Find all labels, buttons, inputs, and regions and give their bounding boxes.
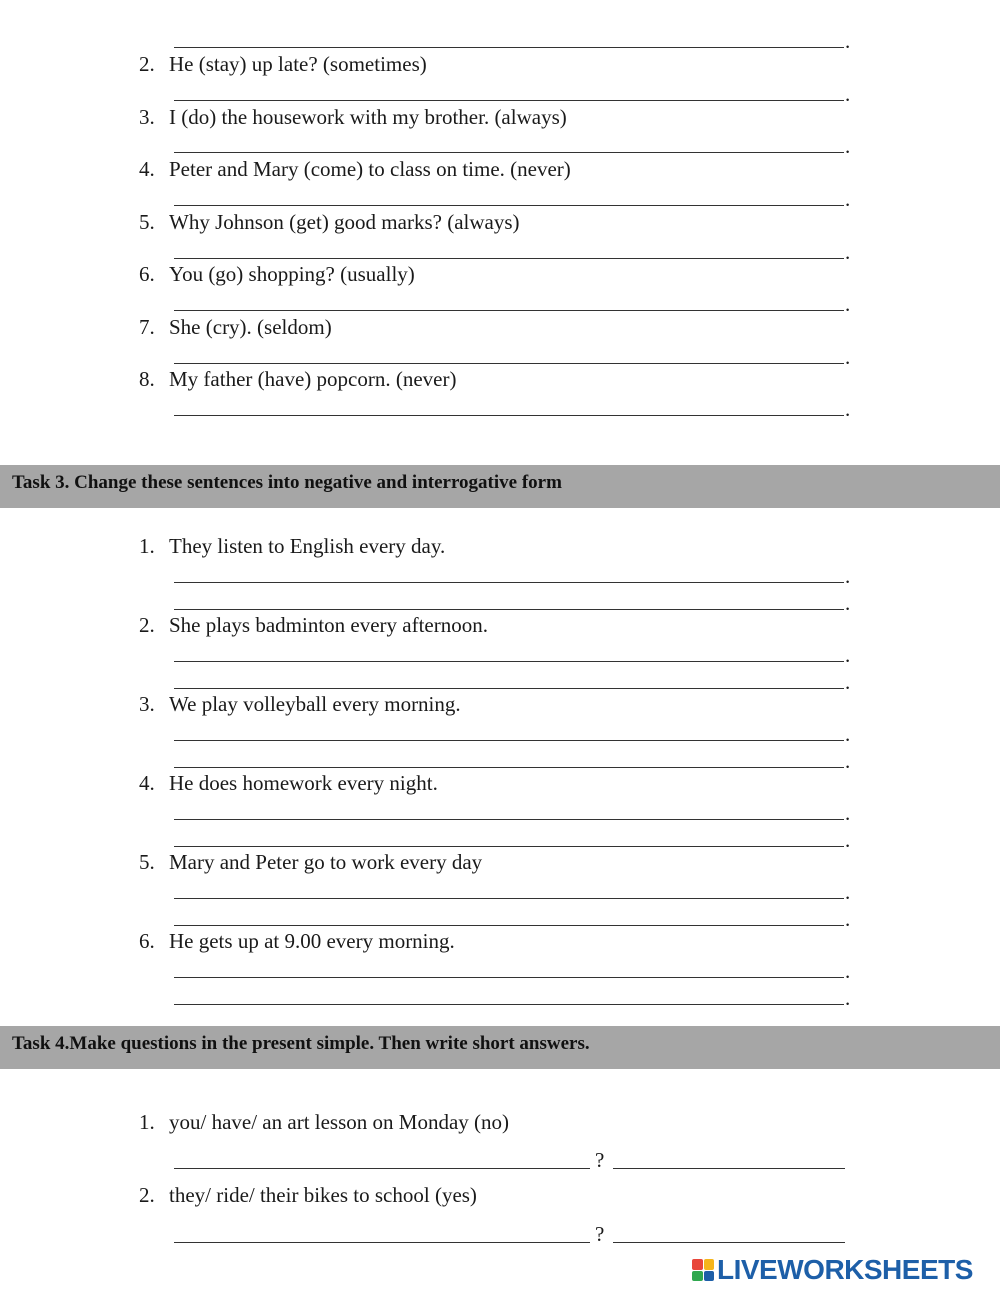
- task3-item: [139, 929, 455, 953]
- line-end-dot: .: [845, 722, 851, 746]
- task2-item: [139, 210, 520, 234]
- negative-answer-line[interactable]: [174, 977, 844, 978]
- item-number: 7.: [139, 315, 155, 339]
- item-text: He gets up at 9.00 every morning.: [169, 929, 455, 953]
- answer-line[interactable]: [174, 47, 844, 48]
- answer-line[interactable]: [174, 363, 844, 364]
- logo-square-red: [692, 1259, 703, 1270]
- item-number: 5.: [139, 210, 155, 234]
- item-text: Why Johnson (get) good marks? (always): [169, 210, 520, 234]
- question-answer-line[interactable]: [174, 1242, 590, 1243]
- interrogative-answer-line[interactable]: [174, 846, 844, 847]
- task2-item: [139, 52, 427, 76]
- line-end-dot: .: [845, 564, 851, 588]
- logo-square-blue: [704, 1271, 715, 1282]
- negative-answer-line[interactable]: [174, 661, 844, 662]
- item-number: 6.: [139, 929, 155, 953]
- task3-item: [139, 771, 438, 795]
- negative-answer-line[interactable]: [174, 740, 844, 741]
- line-end-dot: .: [845, 187, 851, 211]
- negative-answer-line[interactable]: [174, 582, 844, 583]
- task3-item: [139, 692, 461, 716]
- answer-line[interactable]: [174, 258, 844, 259]
- liveworksheets-logo: [692, 1255, 973, 1285]
- task3-title: Task 3. Change these sentences into negative and interrogative form: [12, 472, 562, 493]
- negative-answer-line[interactable]: [174, 898, 844, 899]
- item-text: Peter and Mary (come) to class on time. (never): [169, 157, 571, 181]
- task4-title: Task 4.Make questions in the present simple. Then write short answers.: [12, 1033, 590, 1054]
- item-number: 3.: [139, 105, 155, 129]
- item-number: 2.: [139, 613, 155, 637]
- task3-item: [139, 850, 482, 874]
- line-end-dot: .: [845, 29, 851, 53]
- line-end-dot: .: [845, 134, 851, 158]
- item-number: 4.: [139, 157, 155, 181]
- task2-item: [139, 157, 571, 181]
- item-number: 1.: [139, 534, 155, 558]
- item-text: He (stay) up late? (sometimes): [169, 52, 427, 76]
- interrogative-answer-line[interactable]: [174, 609, 844, 610]
- line-end-dot: .: [845, 907, 851, 931]
- line-end-dot: .: [845, 643, 851, 667]
- item-text: You (go) shopping? (usually): [169, 262, 415, 286]
- item-number: 4.: [139, 771, 155, 795]
- logo-text: LIVEWORKSHEETS: [717, 1254, 973, 1285]
- task4-item: [139, 1183, 477, 1207]
- interrogative-answer-line[interactable]: [174, 688, 844, 689]
- item-text: they/ ride/ their bikes to school (yes): [169, 1183, 477, 1207]
- short-answer-line[interactable]: [613, 1242, 845, 1243]
- task3-item: [139, 534, 445, 558]
- task4-item: [139, 1110, 509, 1134]
- item-text: I (do) the housework with my brother. (always): [169, 105, 567, 129]
- item-text: We play volleyball every morning.: [169, 692, 461, 716]
- line-end-dot: .: [845, 240, 851, 264]
- task3-header: [0, 465, 1000, 508]
- interrogative-answer-line[interactable]: [174, 1004, 844, 1005]
- answer-line[interactable]: [174, 310, 844, 311]
- line-end-dot: .: [845, 397, 851, 421]
- line-end-dot: .: [845, 828, 851, 852]
- line-end-dot: .: [845, 82, 851, 106]
- item-text: They listen to English every day.: [169, 534, 446, 558]
- logo-square-yellow: [704, 1259, 715, 1270]
- item-number: 2.: [139, 1183, 155, 1207]
- logo-icon: [692, 1259, 714, 1281]
- short-answer-line[interactable]: [613, 1168, 845, 1169]
- item-number: 2.: [139, 52, 155, 76]
- question-mark: ?: [595, 1222, 605, 1246]
- item-text: My father (have) popcorn. (never): [169, 367, 457, 391]
- interrogative-answer-line[interactable]: [174, 767, 844, 768]
- item-text: She (cry). (seldom): [169, 315, 332, 339]
- logo-square-green: [692, 1271, 703, 1282]
- task3-item: [139, 613, 488, 637]
- answer-line[interactable]: [174, 205, 844, 206]
- task2-item: [139, 262, 415, 286]
- task4-header: [0, 1026, 1000, 1069]
- task2-item: [139, 105, 567, 129]
- task2-item: [139, 315, 332, 339]
- answer-line[interactable]: [174, 100, 844, 101]
- question-mark: ?: [595, 1148, 605, 1172]
- item-text: She plays badminton every afternoon.: [169, 613, 488, 637]
- answer-line[interactable]: [174, 152, 844, 153]
- line-end-dot: .: [845, 345, 851, 369]
- item-number: 6.: [139, 262, 155, 286]
- line-end-dot: .: [845, 591, 851, 615]
- negative-answer-line[interactable]: [174, 819, 844, 820]
- answer-line[interactable]: [174, 415, 844, 416]
- line-end-dot: .: [845, 986, 851, 1010]
- item-number: 8.: [139, 367, 155, 391]
- line-end-dot: .: [845, 749, 851, 773]
- line-end-dot: .: [845, 670, 851, 694]
- item-text: you/ have/ an art lesson on Monday (no): [169, 1110, 510, 1134]
- item-text: He does homework every night.: [169, 771, 438, 795]
- line-end-dot: .: [845, 959, 851, 983]
- item-number: 3.: [139, 692, 155, 716]
- line-end-dot: .: [845, 801, 851, 825]
- item-number: 1.: [139, 1110, 155, 1134]
- line-end-dot: .: [845, 292, 851, 316]
- item-text: Mary and Peter go to work every day: [169, 850, 483, 874]
- task2-item: [139, 367, 456, 391]
- interrogative-answer-line[interactable]: [174, 925, 844, 926]
- question-answer-line[interactable]: [174, 1168, 590, 1169]
- item-number: 5.: [139, 850, 155, 874]
- line-end-dot: .: [845, 880, 851, 904]
